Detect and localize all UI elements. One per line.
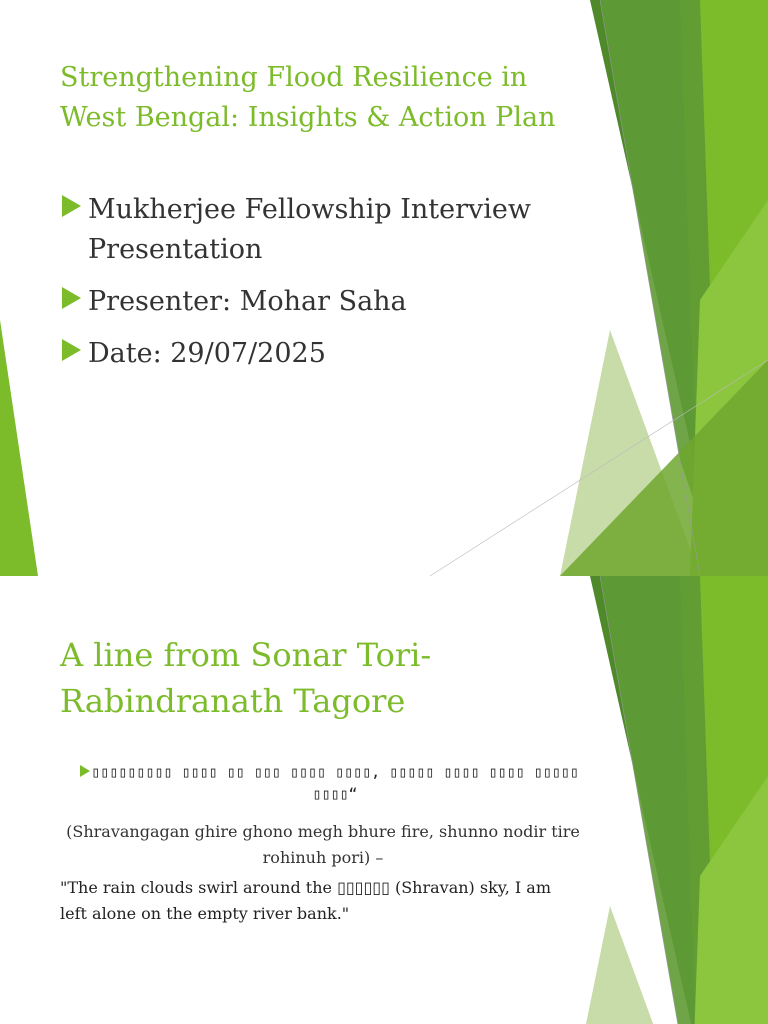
bullet-item — [60, 282, 580, 322]
translation-text: "The rain clouds swirl around the ▯▯▯▯▯▯ (Shravan) sky, I am left alone on the empty river bank." — [60, 878, 551, 923]
arrow-bullet-icon — [62, 339, 81, 361]
bengali-poem-line: ▯▯▯▯▯▯▯▯▯ ▯▯▯▯ ▯▯ ▯▯▯ ▯▯▯▯ ▯▯▯▯, ▯▯▯▯▯ ▯▯▯▯ ▯▯▯▯ ▯▯▯▯▯ ▯▯▯▯“ — [91, 763, 579, 803]
arrow-bullet-icon — [80, 765, 90, 777]
bullet-text: Presenter: Mohar Saha — [88, 286, 407, 317]
bullet-text: Date: 29/07/2025 — [88, 338, 326, 369]
bullet-list — [60, 190, 580, 386]
bullet-item — [60, 190, 580, 270]
arrow-bullet-icon — [62, 287, 81, 309]
transliteration-text: (Shravangagan ghire ghono megh bhure fire, shunno nodir tire rohinuh pori) – — [66, 822, 580, 867]
slide-2 — [0, 576, 768, 1024]
arrow-bullet-icon — [62, 195, 81, 217]
slide-title: Strengthening Flood Resilience in West Bengal: Insights & Action Plan — [60, 62, 556, 133]
bullet-item — [60, 334, 580, 374]
slide-title: A line from Sonar Tori- Rabindranath Tagore — [60, 636, 432, 720]
bullet-text: Mukherjee Fellowship Interview Presentation — [88, 194, 531, 265]
